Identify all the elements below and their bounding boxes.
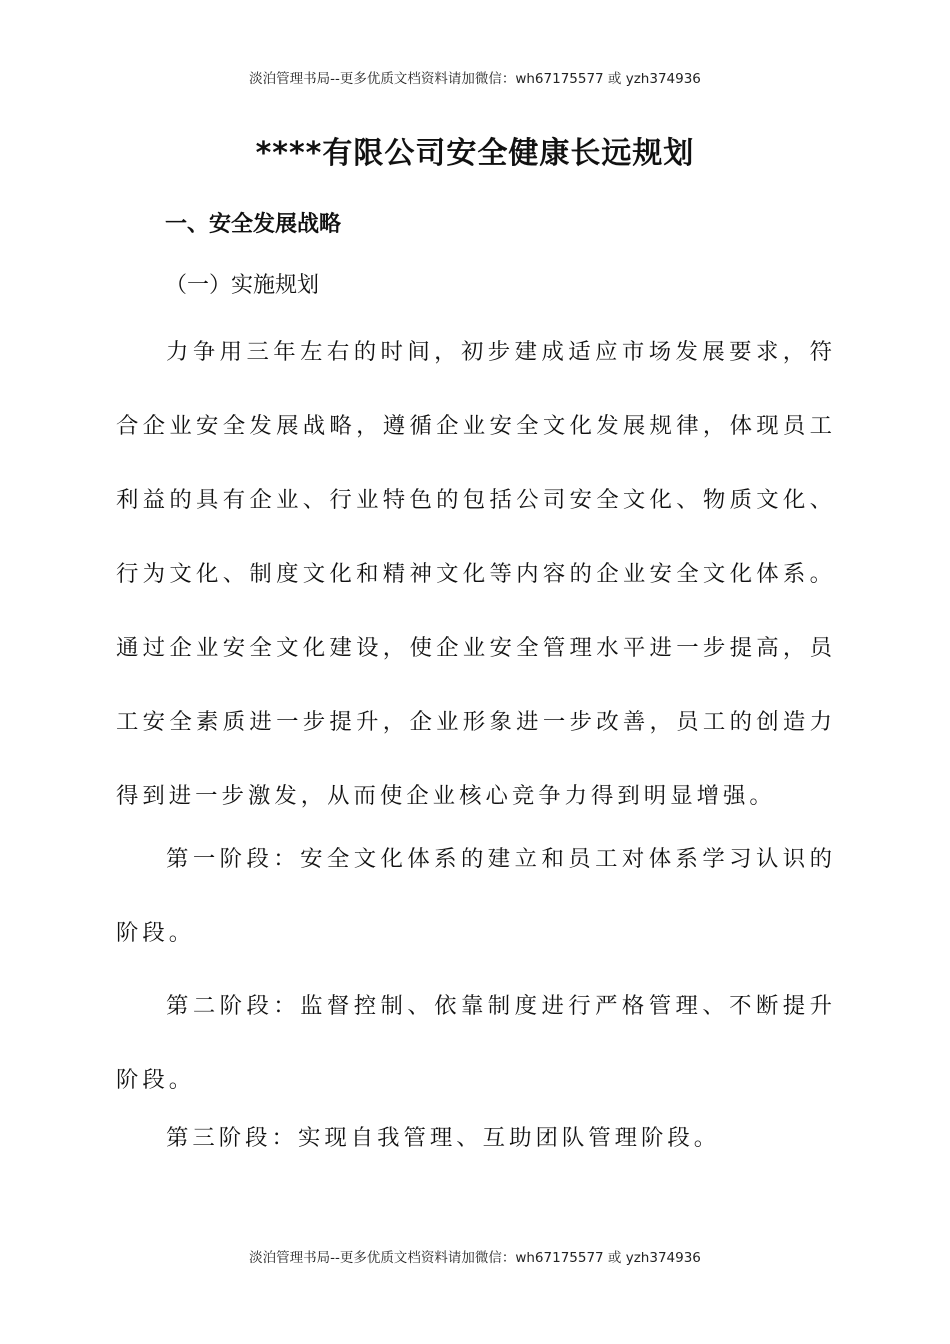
document-title: ****有限公司安全健康长远规划 — [255, 136, 695, 171]
paragraph-plan: 力争用三年左右的时间，初步建成适应市场发展要求，符合企业安全发展战略，遵循企业安全文化发展规律，体现员工利益的具有企业、行业特色的包括公司安全文化、物质文化、行为文化、制度文化和精神文化等内容的企业安全文化体系。通过企业安全文化建设，使企业安全管理水平进一步提高，员工安全素质进一步提升，企业形象进一步改善，员工的创造力得到进一步激发，从而使企业核心竞争力得到明显增强。 — [116, 339, 836, 809]
paragraph-stage-two: 第二阶段：监督控制、依靠制度进行严格管理、不断提升阶段。 — [116, 993, 836, 1093]
subsection-heading: （一）实施规划 — [165, 273, 320, 298]
section-heading: 一、安全发展战略 — [165, 212, 342, 237]
paragraph-stage-three: 第三阶段：实现自我管理、互助团队管理阶段。 — [166, 1125, 721, 1151]
paragraph-stage-one: 第一阶段：安全文化体系的建立和员工对体系学习认识的阶段。 — [116, 846, 836, 946]
page-header: 淡泊管理书局--更多优质文档资料请加微信：wh67175577 或 yzh374936 — [249, 71, 701, 87]
page-footer: 淡泊管理书局--更多优质文档资料请加微信：wh67175577 或 yzh374936 — [249, 1250, 701, 1266]
